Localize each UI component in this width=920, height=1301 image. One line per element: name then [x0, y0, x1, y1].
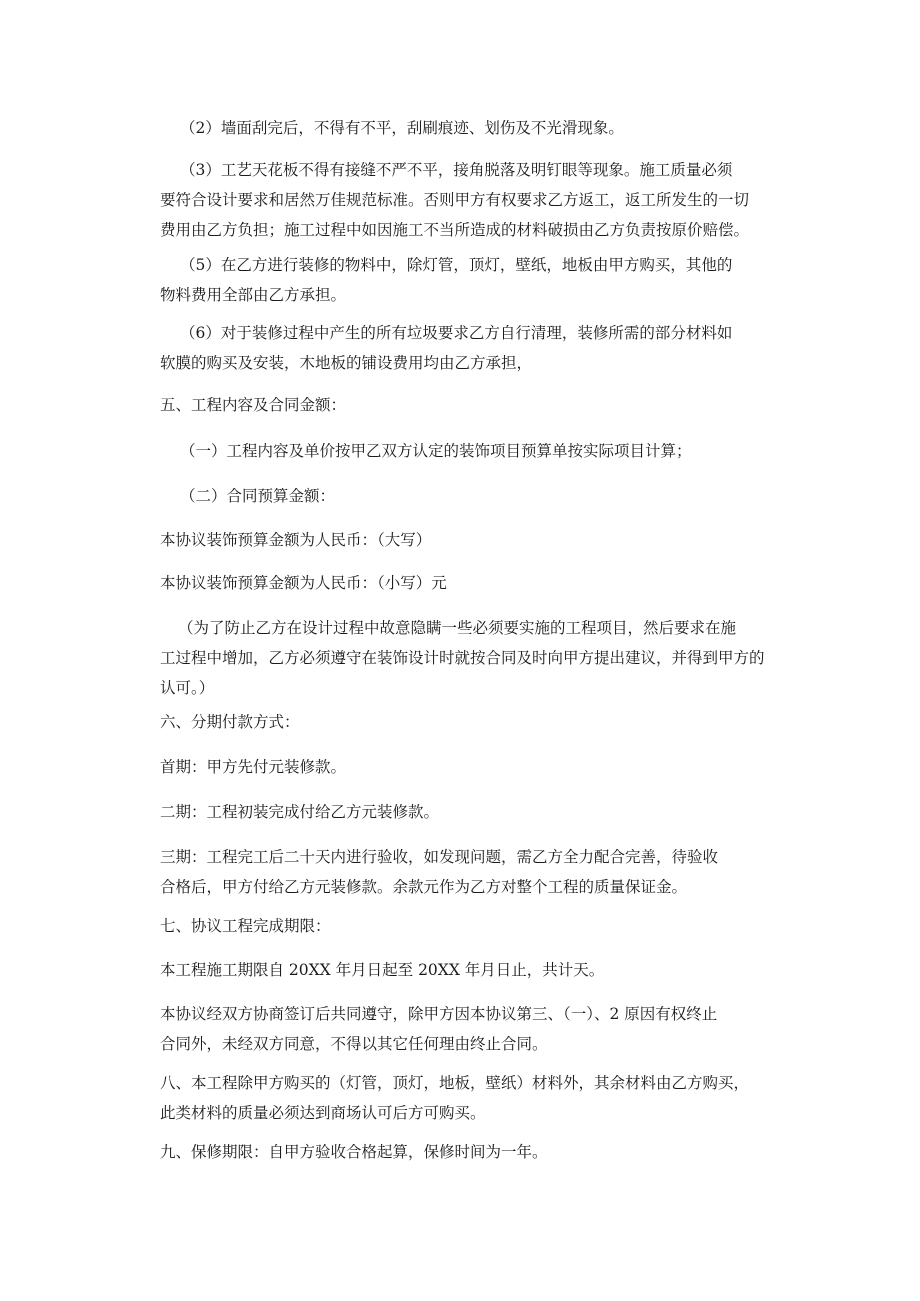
text-line: 软膜的购买及安装，木地板的铺设费用均由乙方承担，: [160, 354, 533, 372]
text-line: （一）工程内容及单价按甲乙双方认定的装饰项目预算单按实际项目计算；: [180, 442, 692, 460]
text-line: 二期：工程初装完成付给乙方元装修款。: [160, 803, 440, 821]
text-line: 认可。）: [160, 679, 215, 697]
heading-section-8: [160, 1068, 792, 1128]
paragraph-ceiling: [160, 155, 792, 245]
paragraph-second-payment: [160, 797, 792, 827]
text-line: 物料费用全部由乙方承担。: [160, 286, 347, 304]
paragraph-project-content: [180, 436, 792, 466]
text-line: （二）合同预算金额：: [180, 487, 336, 505]
text-line: （3）工艺天花板不得有接缝不严不平，接角脱落及明钉眼等现象。施工质量必须: [180, 161, 733, 179]
text-line: 本工程施工期限自 20XX 年月日起至 20XX 年月日止，共计天。: [160, 961, 605, 979]
text-line: 费用由乙方负担；施工过程中如因施工不当所造成的材料破损由乙方负责按原价赔偿。: [160, 221, 750, 239]
paragraph-third-payment: [160, 842, 792, 902]
text-line: 工过程中增加，乙方必须遵守在装饰设计时就按合同及时向甲方提出建议，并得到甲方的: [160, 649, 765, 667]
text-line: 合同外，未经双方同意，不得以其它任何理由终止合同。: [160, 1035, 548, 1053]
text-line: （5）在乙方进行装修的物料中，除灯管，顶灯，壁纸，地板由甲方购买，其他的: [180, 256, 733, 274]
paragraph-garbage: [160, 318, 792, 378]
heading-section-5: [160, 390, 792, 420]
paragraph-materials: [160, 250, 792, 310]
text-line: 此类材料的质量必须达到商场认可后方可购买。: [160, 1104, 486, 1122]
paragraph-wall-scraping: [180, 113, 792, 143]
text-line: 本协议经双方协商签订后共同遵守，除甲方因本协议第三、（一）、2 原因有权终止: [160, 1005, 718, 1023]
text-line: 本协议装饰预算金额为人民币：（大写）: [160, 531, 432, 549]
paragraph-budget-uppercase: [160, 525, 792, 555]
text-line: 六、分期付款方式：: [160, 713, 300, 731]
heading-section-6: [160, 707, 792, 737]
paragraph-first-payment: [160, 752, 792, 782]
text-line: （6）对于装修过程中产生的所有垃圾要求乙方自行清理，装修所需的部分材料如: [180, 324, 733, 342]
paragraph-note: [160, 613, 792, 703]
text-line: 五、工程内容及合同金额：: [160, 396, 347, 414]
paragraph-construction-period: [160, 955, 792, 985]
text-line: 八、本工程除甲方购买的（灯管，顶灯，地板，壁纸）材料外，其余材料由乙方购买，: [160, 1074, 750, 1092]
heading-section-7: [160, 911, 792, 941]
text-line: 七、协议工程完成期限：: [160, 917, 331, 935]
text-line: 合格后，甲方付给乙方元装修款。余款元作为乙方对整个工程的质量保证金。: [160, 878, 688, 896]
paragraph-budget-heading: [180, 481, 792, 511]
text-line: 首期：甲方先付元装修款。: [160, 758, 347, 776]
paragraph-termination: [160, 999, 792, 1059]
text-line: （2）墙面刮完后，不得有不平，刮刷痕迹、划伤及不光滑现象。: [180, 119, 624, 137]
text-line: 要符合设计要求和居然万佳规范标准。否则甲方有权要求乙方返工，返工所发生的一切: [160, 191, 750, 209]
paragraph-budget-lowercase: [160, 568, 792, 598]
heading-section-9: [160, 1137, 792, 1167]
text-line: 本协议装饰预算金额为人民币：（小写）元: [160, 574, 447, 592]
text-line: 九、保修期限：自甲方验收合格起算，保修时间为一年。: [160, 1143, 548, 1161]
text-line: 三期：工程完工后二十天内进行验收，如发现问题，需乙方全力配合完善，待验收: [160, 848, 719, 866]
text-line: （为了防止乙方在设计过程中故意隐瞒一些必须要实施的工程项目，然后要求在施: [178, 619, 737, 637]
